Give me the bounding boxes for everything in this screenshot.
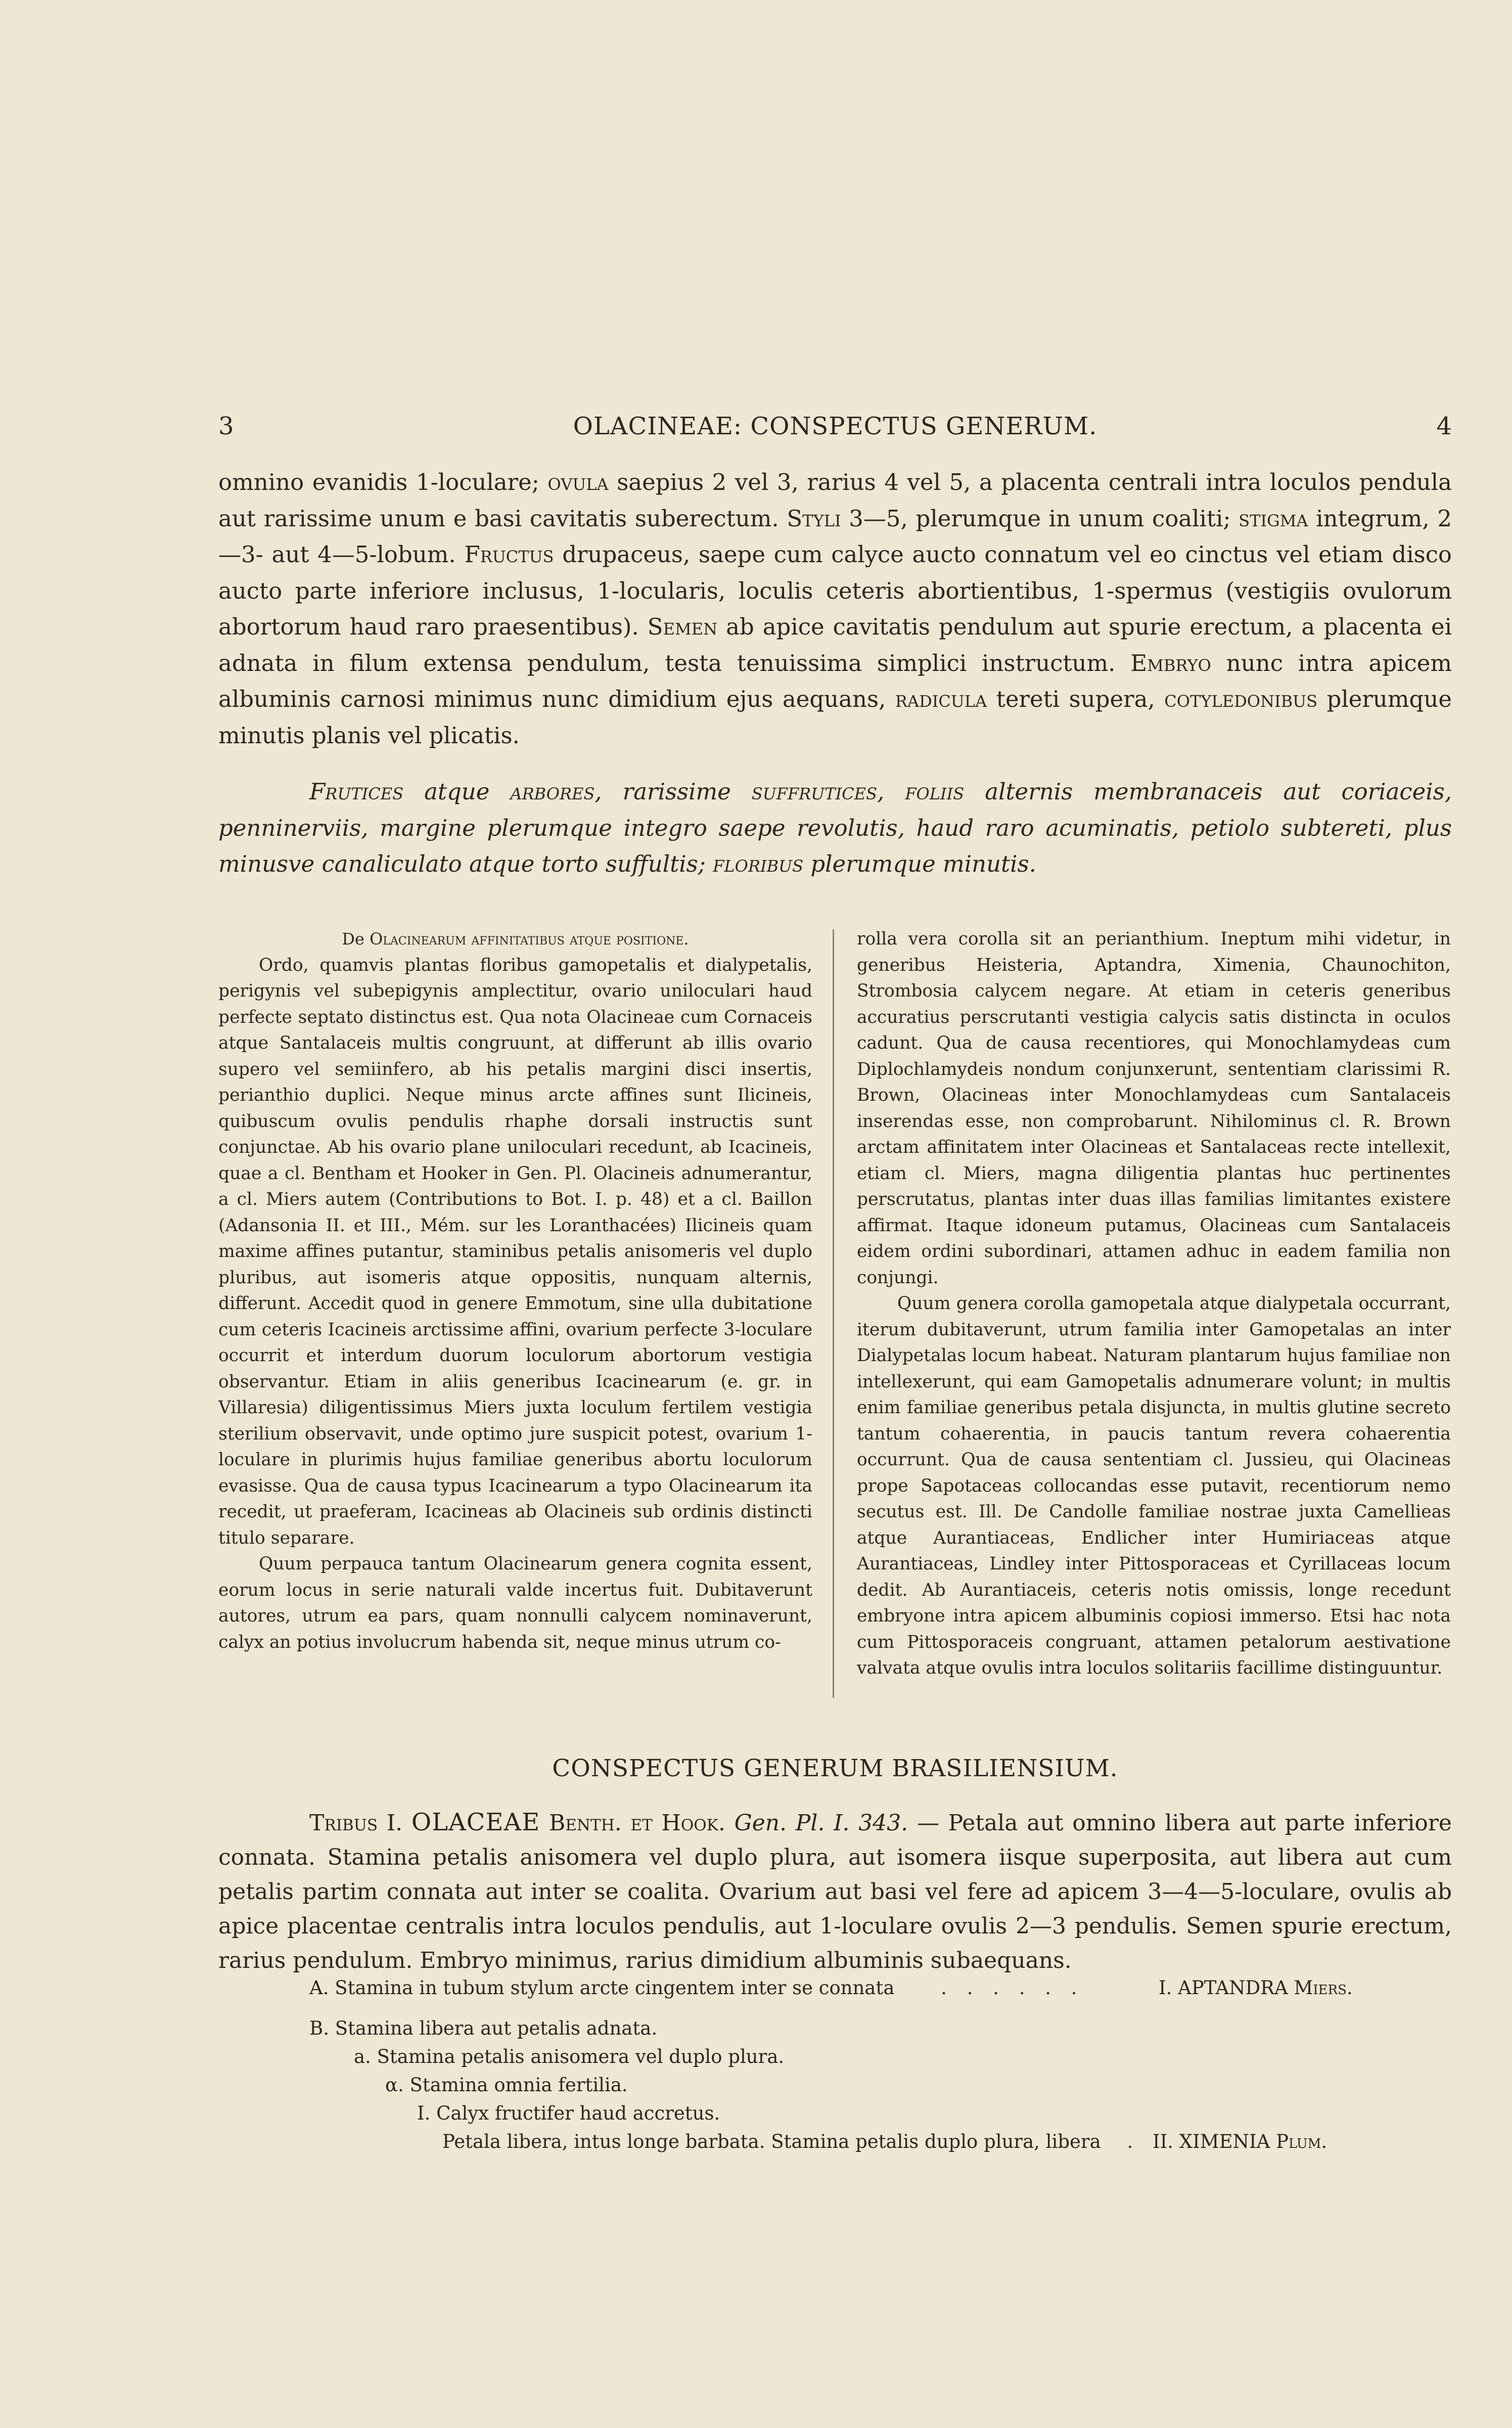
section-heading: De Olacinearum affinitatibus atque positione. xyxy=(342,929,689,949)
intro-text: nunc intra apicem albuminis carnosi minimus nunc dimidium ejus aequans, xyxy=(218,649,1452,712)
term-fructus: Fructus xyxy=(464,541,554,568)
term-suffrutices: suffrutices, xyxy=(751,778,885,805)
term-foliis: foliis xyxy=(905,778,965,805)
tribus-citation: Gen. Pl. I. 343. xyxy=(734,1810,908,1836)
term-radicula: radicula xyxy=(895,686,987,712)
term-floribus: floribus xyxy=(713,850,803,877)
diagnosis-text: atque xyxy=(424,778,490,805)
tribus-authority: Benth. et Hook. xyxy=(548,1810,725,1836)
term-semen: Semen xyxy=(647,613,718,640)
tribus-label: Tribus I. xyxy=(309,1810,403,1836)
tribus-name: OLACEAE xyxy=(411,1808,540,1836)
key-result-b: II. XIMENIA Plum. xyxy=(1153,2131,1327,2152)
key-result-a: I. APTANDRA Miers. xyxy=(1159,1977,1353,1999)
diagnosis-text: plerumque minutis. xyxy=(810,850,1036,877)
intro-text: ab apice cavitatis pendulum aut spurie erectum, a placenta ei adnata in filum extensa pendulum, testa tenuissima simplici instructum. xyxy=(218,613,1452,677)
paragraph: Ordo, quamvis plantas floribus gamopetalis et dialypetalis, perigynis vel subepigynis amplectitur, ovario uniloculari haud perfecte septato distinctus est. Qua nota Olacineae cum Cornaceis atque Santalaceis multis congruunt, at differunt ab illis ovario supero vel semiinfero, ab his petalis margini disci insertis, perianthio duplici. Neque minus arcte affines sunt Ilicineis, quibuscum ovulis pendulis rhaphe dorsali instructis sunt conjunctae. Ab his ovario plane uniloculari recedunt, ab Icacineis, quae a cl. Bentham et Hooker in Gen. Pl. Olacineis adnumerantur, a cl. Miers autem (Contributions to Bot. I. p. 48) et a cl. Baillon (Adansonia II. et III., Mém. sur les Loranthacées) Ilicineis quam maxime affines putantur, staminibus petalis anisomeris vel duplo pluribus, aut isomeris atque oppositis, nunquam alternis, differunt. Accedit quod in genere Emmotum, sine ulla dubitatione cum ceteris Icacineis arctissime affini, ovarium perfecte 3-loculare occurrit et interdum duorum loculorum abortorum vestigia observantur. Etiam in aliis generibus Icacinearum (e. gr. in Villaresia) diligentissimus Miers juxta loculum fertilem vestigia sterilium observavit, unde optimo jure suspicit potest, ovarium 1-loculare in plurimis hujus familiae generibus abortu loculorum evasisse. Qua de causa typus Icacinearum a typo Olacinearum ita recedit, ut praeferam, Icacineas ab Olacineis sub ordinis distincti titulo separare. xyxy=(218,955,812,1548)
intro-text: saepius 2 vel 3, rarius 4 vel 5, a placenta centrali intra loculos pendula aut rarissime unum e basi cavitatis suberectum. xyxy=(218,469,1452,532)
key-line-b-a: a. Stamina petalis anisomera vel duplo plura. xyxy=(354,2046,785,2067)
column-divider xyxy=(833,929,834,1698)
paragraph: rolla vera corolla sit an perianthium. Ineptum mihi videtur, in generibus Heisteria, Aptandra, Ximenia, Chaunochiton, Strombosia calycem negare. At etiam in ceteris generibus accuratius perscrutanti vestigia calycis satis distincta in oculos cadunt. Qua de causa recentiores, qui Monochlamydeas cum Diplochlamydeis nondum conjunxerunt, sententiam clarissimi R. Brown, Olacineas inter Monochlamydeas cum Santalaceis inserendas esse, non comprobarunt. Nihilominus cl. R. Brown arctam affinitatem inter Olacineas et Santalaceas recte intellexit, etiam cl. Miers, magna diligentia plantas huc pertinentes perscrutatus, plantas inter duas illas familias limitantes existere affirmat. Itaque idoneum putamus, Olacineas cum Santalaceis eidem ordini subordinari, attamen adhuc in eadem familia non conjungi. xyxy=(857,929,1451,1288)
habit-diagnosis xyxy=(218,774,1452,882)
running-title: OLACINEAE: CONSPECTUS GENERUM. xyxy=(573,412,1097,440)
key-line-alpha: α. Stamina omnia fertilia. xyxy=(385,2074,628,2096)
intro-text: integrum, 2—3- aut 4—5-lobum. xyxy=(218,505,1452,568)
conspectus-title: CONSPECTUS GENERUM BRASILIENSIUM. xyxy=(552,1755,1118,1782)
two-column-discussion xyxy=(218,926,1452,1705)
page-number-left: 3 xyxy=(218,412,234,440)
intro-text: omnino evanidis 1-loculare; xyxy=(218,469,539,496)
key-line-1: I. Calyx fructifer haud accretus. xyxy=(417,2102,720,2124)
term-cotyledonibus: cotyledonibus xyxy=(1164,686,1318,712)
term-stigma: stigma xyxy=(1239,505,1308,532)
diagnosis-text: alternis membranaceis aut coriaceis, penninerviis, margine plerumque integro saepe revolutis, haud raro acuminatis, petiolo subtereti, plus minusve canaliculato atque torto suffultis; xyxy=(218,778,1452,877)
term-embryo: Embryo xyxy=(1130,649,1211,677)
term-ovula: ovula xyxy=(547,469,609,496)
term-styli: Styli xyxy=(787,505,841,532)
tribus-description xyxy=(218,1805,1452,1978)
key-line-b: B. Stamina libera aut petalis adnata. xyxy=(309,2017,658,2039)
page-header xyxy=(218,412,1452,453)
tribus-text: — Petala aut omnino libera aut parte inferiore connata. Stamina petalis anisomera vel duplo plura, aut isomera iisque superposita, aut libera aut cum petalis partim connata aut inter se coalita. Ovarium aut basi vel fere ad apicem 3—4—5-loculare, ovulis ab apice placentae centralis intra loculos pendulis, aut 1-loculare ovulis 2—3 pendulis. Semen spurie erectum, rarius pendulum. Embryo minimus, rarius dimidium albuminis subaequans. xyxy=(218,1810,1452,1973)
right-column xyxy=(857,926,1451,1682)
key-line-ximenia: Petala libera, intus longe barbata. Stamina petalis duplo plura, libera . xyxy=(442,2131,1133,2152)
term-frutices: Frutices xyxy=(309,778,404,805)
left-column xyxy=(218,926,812,1655)
intro-text: tereti supera, xyxy=(996,686,1155,712)
paragraph: Quum genera corolla gamopetala atque dialypetala occurrant, iterum dubitaverunt, utrum familia inter Gamopetalas an inter Dialypetalas locum habeat. Naturam plantarum hujus familiae non intellexerunt, qui eam Gamopetalis adnumerare volunt; in multis enim familiae generibus petala disjuncta, in multis glutine secreto tantum cohaerentia, in paucis tantum revera cohaerentia occurrunt. Qua de causa sententiam cl. Jussieu, qui Olacineas prope Sapotaceas collocandas esse putavit, recentiorum nemo secutus est. Ill. De Candolle familiae nostrae juxta Camellieas atque Aurantiaceas, Endlicher inter Humiriaceas atque Aurantiaceas, Lindley inter Pittosporaceas et Cyrillaceas locum dedit. Ab Aurantiaceis, ceteris notis omissis, longe recedunt embryone intra apicem albuminis copiosi immerso. Etsi hac nota cum Pittosporaceis congruant, attamen petalorum aestivatione valvata atque ovulis intra loculos solitariis facillime distinguuntur. xyxy=(857,1293,1451,1678)
diagnosis-text: rarissime xyxy=(622,778,731,805)
intro-text: drupaceus, saepe cum calyce aucto connatum vel eo cinctus vel etiam disco aucto parte inferiore inclusus, 1-locularis, loculis ceteris abortientibus, 1-spermus (vestigiis ovulorum abortorum haud raro praesentibus). xyxy=(218,541,1452,640)
intro-paragraph xyxy=(218,464,1452,753)
term-arbores: arbores, xyxy=(510,778,602,805)
page-number-right: 4 xyxy=(1436,412,1452,440)
paragraph: Quum perpauca tantum Olacinearum genera cognita essent, eorum locus in serie naturali valde incertus fuit. Dubitaverunt autores, utrum ea pars, quam nonnulli calycem nominaverunt, calyx an potius involucrum habenda sit, neque minus utrum co- xyxy=(218,1554,812,1652)
intro-text: plerumque minutis planis vel plicatis. xyxy=(218,686,1452,749)
key-line-a: A. Stamina in tubum stylum arcte cingentem inter se connata . . . . . . xyxy=(309,1977,1084,1999)
intro-text: 3—5, plerumque in unum coaliti; xyxy=(849,505,1231,532)
